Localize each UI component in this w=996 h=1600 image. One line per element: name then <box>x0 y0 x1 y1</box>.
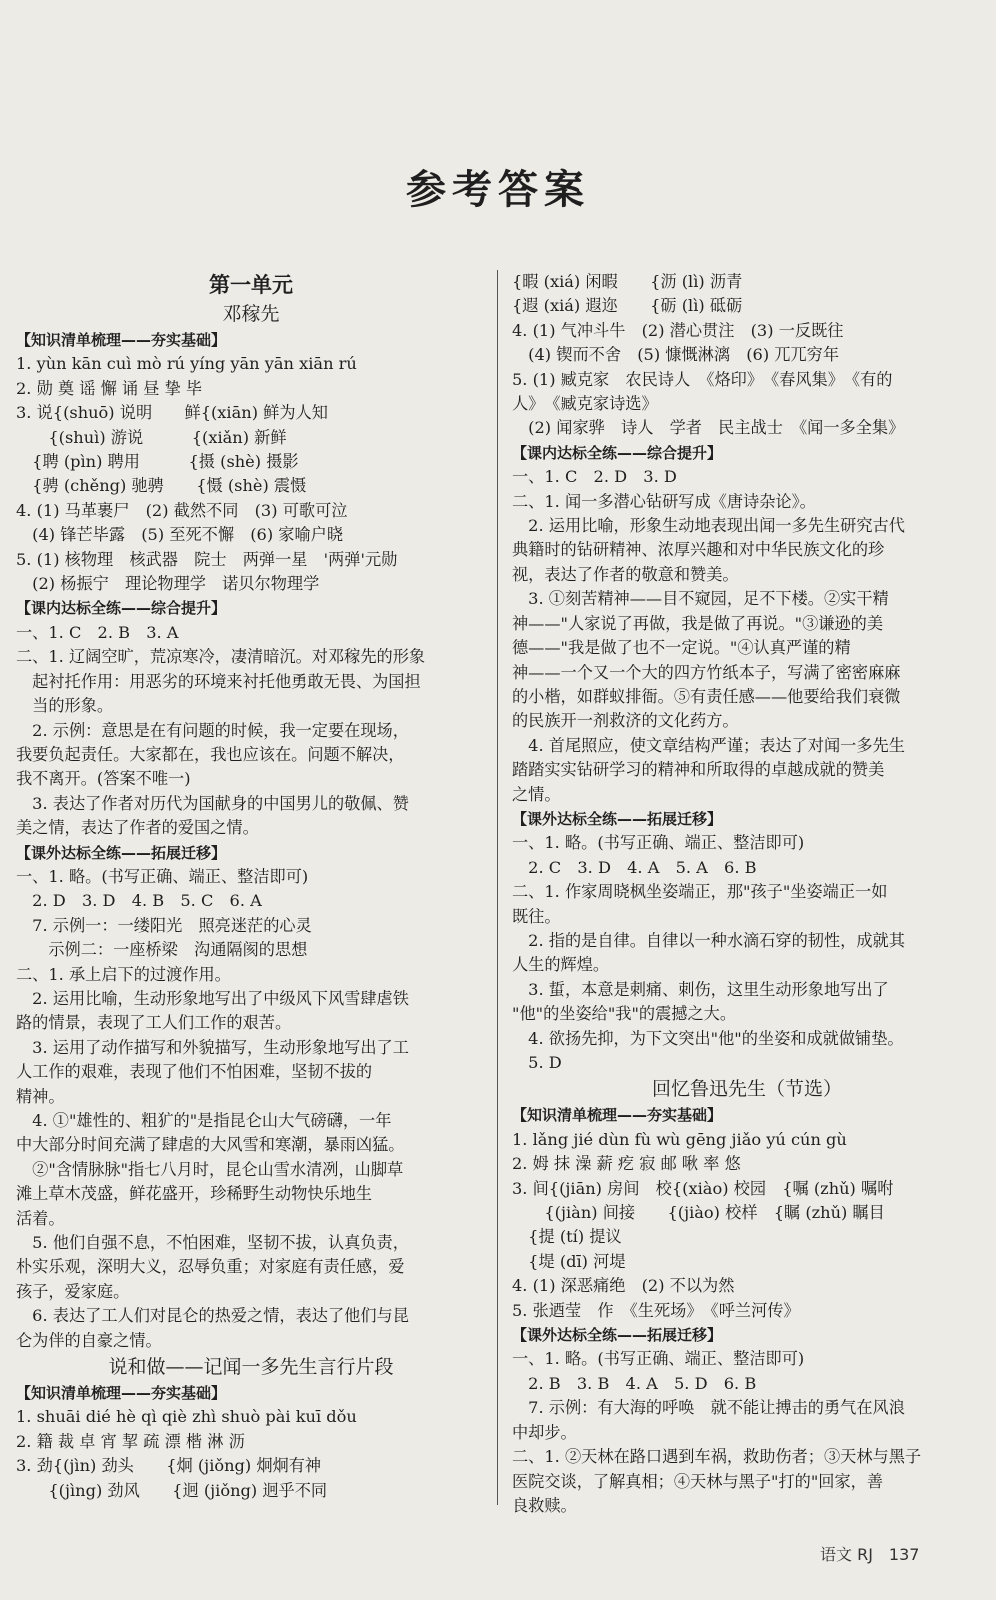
answer-line: 踏踏实实钻研学习的精神和所取得的卓越成就的赞美 <box>512 760 885 780</box>
answer-line: {(jiàn) 间接 {(jiào) 校样 {瞩 (zhǔ) 瞩目 <box>512 1203 885 1223</box>
answer-line: 2. 运用比喻，形象生动地表现出闻一多先生研究古代 <box>512 516 905 536</box>
answer-line: 3. 劲{(jìn) 劲头 {炯 (jiǒng) 炯炯有神 <box>16 1456 322 1476</box>
answer-line: {提 (tí) 提议 <box>512 1227 622 1247</box>
answer-line: 2. 勋 奠 谣 懈 诵 昼 挚 毕 <box>16 378 203 398</box>
answer-line: (2) 闻家骅 诗人 学者 民主战士 《闻一多全集》 <box>512 418 905 438</box>
answer-line: 4. (1) 气冲斗牛 (2) 潜心贯注 (3) 一反既往 <box>512 320 844 340</box>
answer-line: {(jìng) 劲风 {迥 (jiǒng) 迥乎不同 <box>16 1480 328 1500</box>
section-heading: 【课外达标全练——拓展迁移】 <box>512 809 723 828</box>
answer-line: 3. 表达了作者对历代为国献身的中国男儿的敬佩、赞 <box>16 793 409 813</box>
answer-line: 视，表达了作者的敬意和赞美。 <box>512 564 739 584</box>
page-title: 参考答案 <box>406 166 590 213</box>
answer-line: 朴实乐观，深明大义，忍辱负重；对家庭有责任感，爱 <box>16 1257 405 1277</box>
answer-line: 示例二：一座桥梁 沟通隔阂的思想 <box>16 940 308 960</box>
section-heading: 【知识清单梳理——夯实基础】 <box>16 1384 227 1403</box>
answer-line: 神——"人家说了再做，我是做了再说。"③谦逊的美 <box>512 613 884 633</box>
answer-line: 滩上草木茂盛，鲜花盛开，珍稀野生动物快乐地生 <box>16 1184 373 1204</box>
answer-line: 孩子，爱家庭。 <box>16 1281 130 1301</box>
answer-line: 之情。 <box>512 784 561 804</box>
answer-line: 医院交谈，了解真相；④天林与黑子"打的"回家，善 <box>512 1471 884 1491</box>
answer-line: 3. 说{(shuō) 说明 鲜{(xiān) 鲜为人知 <box>16 403 328 423</box>
answer-line: 5. D <box>512 1053 562 1072</box>
answer-line: 5. 他们自强不息，不怕困难，坚韧不拔，认真负责， <box>16 1233 409 1253</box>
answer-line: 2. D 3. D 4. B 5. C 6. A <box>16 891 262 911</box>
answer-line: {堤 (dī) 河堤 <box>512 1251 626 1271</box>
answer-line: 中大部分时间充满了肆虐的大风雪和寒潮，暴雨凶猛。 <box>16 1135 405 1155</box>
lesson-heading: 邓稼先 <box>222 303 280 325</box>
answer-line: 一、1. 略。(书写正确、端正、整洁即可) <box>16 866 309 886</box>
answer-line: 一、1. C 2. D 3. D <box>512 467 677 487</box>
answer-line: {遐 (xiá) 遐迩 {砺 (lì) 砥砺 <box>512 296 743 316</box>
answer-line: 2. 籍 裁 卓 宵 挈 疏 漂 楷 淋 沥 <box>16 1431 245 1451</box>
answer-line: 2. 运用比喻，生动形象地写出了中级风下风雪肆虐铁 <box>16 988 409 1008</box>
answer-line: 一、1. 略。(书写正确、端正、整洁即可) <box>512 833 805 853</box>
right-column <box>512 270 982 1518</box>
answer-line: 4. (1) 深恶痛绝 (2) 不以为然 <box>512 1276 735 1296</box>
answer-line: 3. 运用了动作描写和外貌描写，生动形象地写出了工 <box>16 1037 409 1057</box>
answer-line: 5. 张迺莹 作 《生死场》 《呼兰河传》 <box>512 1300 800 1320</box>
answer-line: 4. (1) 马革裹尸 (2) 截然不同 (3) 可歌可泣 <box>16 500 348 520</box>
answer-line: 5. (1) 核物理 核武器 院士 两弹一星 '两弹'元勋 <box>16 549 398 569</box>
answer-line: 2. 指的是自律。自律以一种水滴石穿的韧性，成就其 <box>512 930 905 950</box>
answer-line: {聘 (pìn) 聘用 {摄 (shè) 摄影 <box>16 452 299 472</box>
answer-line: 2. 姆 抹 澡 薪 疙 寂 邮 啾 率 悠 <box>512 1154 741 1174</box>
answer-line: 典籍时的钻研精神、浓厚兴趣和对中华民族文化的珍 <box>512 540 885 560</box>
answer-line: 神——一个又一个大的四方竹纸本子，写满了密密麻麻 <box>512 662 901 682</box>
answer-line: 活着。 <box>16 1208 65 1228</box>
answer-line: {骋 (chěng) 驰骋 {慑 (shè) 震慑 <box>16 476 307 496</box>
answer-line: 德——"我是做了也不一定说。"④认真严谨的精 <box>512 638 851 658</box>
answer-line: 3. 间{(jiān) 房间 校{(xiào) 校园 {嘱 (zhǔ) 嘱咐 <box>512 1178 894 1198</box>
answer-line: (4) 锲而不舍 (5) 慷慨淋漓 (6) 兀兀穷年 <box>512 345 840 365</box>
answer-line: 二、1. ②天林在路口遇到车祸，救助伤者；③天林与黑子 <box>512 1447 922 1467</box>
lesson-heading: 说和做——记闻一多先生言行片段 <box>108 1356 394 1379</box>
section-heading: 【课内达标全练——综合提升】 <box>512 443 723 462</box>
answer-line: 1. lǎng jié dùn fù wù gēng jiǎo yú cún gù <box>512 1129 847 1149</box>
answer-line: 3. ①刻苦精神——目不窥园，足不下楼。②实干精 <box>512 589 889 609</box>
answer-line: 仑为伴的自豪之情。 <box>16 1330 162 1350</box>
answer-line: 起衬托作用：用恶劣的环境来衬托他勇敢无畏、为国担 <box>16 671 421 691</box>
section-heading: 【知识清单梳理——夯实基础】 <box>16 331 227 349</box>
answer-line: 3. 蜇，本意是刺痛、刺伤，这里生动形象地写出了 <box>512 979 889 999</box>
answer-line: 7. 示例一：一缕阳光 照亮迷茫的心灵 <box>16 915 312 935</box>
answer-line: 人工作的艰难，表现了他们不怕困难，坚韧不拔的 <box>16 1062 373 1082</box>
answer-line: 二、1. 作家周晓枫坐姿端正，那"孩子"坐姿端正一如 <box>512 882 888 902</box>
answer-line: 二、1. 闻一多潜心钻研写成《唐诗杂论》。 <box>512 491 816 511</box>
answer-line: 的民族开一剂救济的文化药方。 <box>512 711 739 731</box>
answer-line: {暇 (xiá) 闲暇 {沥 (lì) 沥青 <box>512 272 743 291</box>
answer-line: 2. C 3. D 4. A 5. A 6. B <box>512 857 757 877</box>
answer-line: 二、1. 承上启下的过渡作用。 <box>16 964 231 984</box>
answer-line: 二、1. 辽阔空旷，荒凉寒冷，凄清暗沉。对邓稼先的形象 <box>16 647 426 667</box>
answer-line: 1. shuāi dié hè qì qiè zhì shuò pài kuī dǒu <box>16 1407 357 1427</box>
answer-line: 人》 《臧克家诗选》 <box>512 394 658 414</box>
column-divider <box>497 270 498 1505</box>
answer-line: 中却步。 <box>512 1422 577 1442</box>
answer-line: 7. 示例：有大海的呼唤 就不能让搏击的勇气在风浪 <box>512 1398 905 1418</box>
section-heading: 【知识清单梳理——夯实基础】 <box>512 1106 723 1125</box>
answer-line: "他"的坐姿给"我"的震撼之大。 <box>512 1004 737 1024</box>
answer-line: 既往。 <box>512 906 561 926</box>
section-heading: 【课外达标全练——拓展迁移】 <box>16 843 227 862</box>
answer-line: 1. yùn kān cuì mò rú yíng yān yān xiān rú <box>16 354 357 374</box>
answer-line: (4) 锋芒毕露 (5) 至死不懈 (6) 家喻户晓 <box>16 525 344 545</box>
answer-line: ②"含情脉脉"指七八月时，昆仑山雪水清冽，山脚草 <box>16 1159 404 1179</box>
answer-line: 当的形象。 <box>16 696 114 716</box>
answer-line: 一、1. 略。(书写正确、端正、整洁即可) <box>512 1349 805 1369</box>
answer-line: 的小楷，如群蚁排衙。⑤有责任感——他要给我们衰微 <box>512 686 901 706</box>
answer-line: 良救赎。 <box>512 1495 577 1515</box>
answer-line: 我要负起责任。大家都在，我也应该在。问题不解决， <box>16 744 405 764</box>
answer-line: 4. 首尾照应，使文章结构严谨；表达了对闻一多先生 <box>512 735 905 755</box>
answer-line: 精神。 <box>16 1086 65 1106</box>
lesson-heading: 回忆鲁迅先生（节选） <box>651 1078 842 1101</box>
answer-line: 4. ①"雄性的、粗犷的"是指昆仑山大气磅礴，一年 <box>16 1111 392 1130</box>
answer-line: 6. 表达了工人们对昆仑的热爱之情，表达了他们与昆 <box>16 1306 409 1326</box>
answer-line: (2) 杨振宁 理论物理学 诺贝尔物理学 <box>16 574 320 594</box>
section-heading: 【课外达标全练——拓展迁移】 <box>512 1326 723 1345</box>
answer-line: 2. B 3. B 4. A 5. D 6. B <box>512 1373 757 1393</box>
answer-line: 4. 欲扬先抑，为下文突出"他"的坐姿和成就做铺垫。 <box>512 1028 904 1048</box>
unit-heading: 第一单元 <box>209 272 293 297</box>
page-footer: 语文 RJ 137 <box>820 1545 920 1564</box>
answer-line: 一、1. C 2. B 3. A <box>16 622 179 642</box>
answer-line: 人生的辉煌。 <box>512 955 610 975</box>
left-column <box>16 270 486 1503</box>
answer-line: 美之情，表达了作者的爱国之情。 <box>16 818 259 838</box>
answer-line: 2. 示例：意思是在有问题的时候，我一定要在现场， <box>16 720 409 740</box>
answer-line: 我不离开。(答案不唯一) <box>16 769 191 789</box>
answer-line: {(shuì) 游说 {(xiǎn) 新鲜 <box>16 427 287 447</box>
answer-line: 5. (1) 臧克家 农民诗人 《烙印》 《春风集》 《有的 <box>512 369 893 389</box>
section-heading: 【课内达标全练——综合提升】 <box>16 599 227 618</box>
answer-line: 路的情景，表现了工人们工作的艰苦。 <box>16 1013 292 1033</box>
